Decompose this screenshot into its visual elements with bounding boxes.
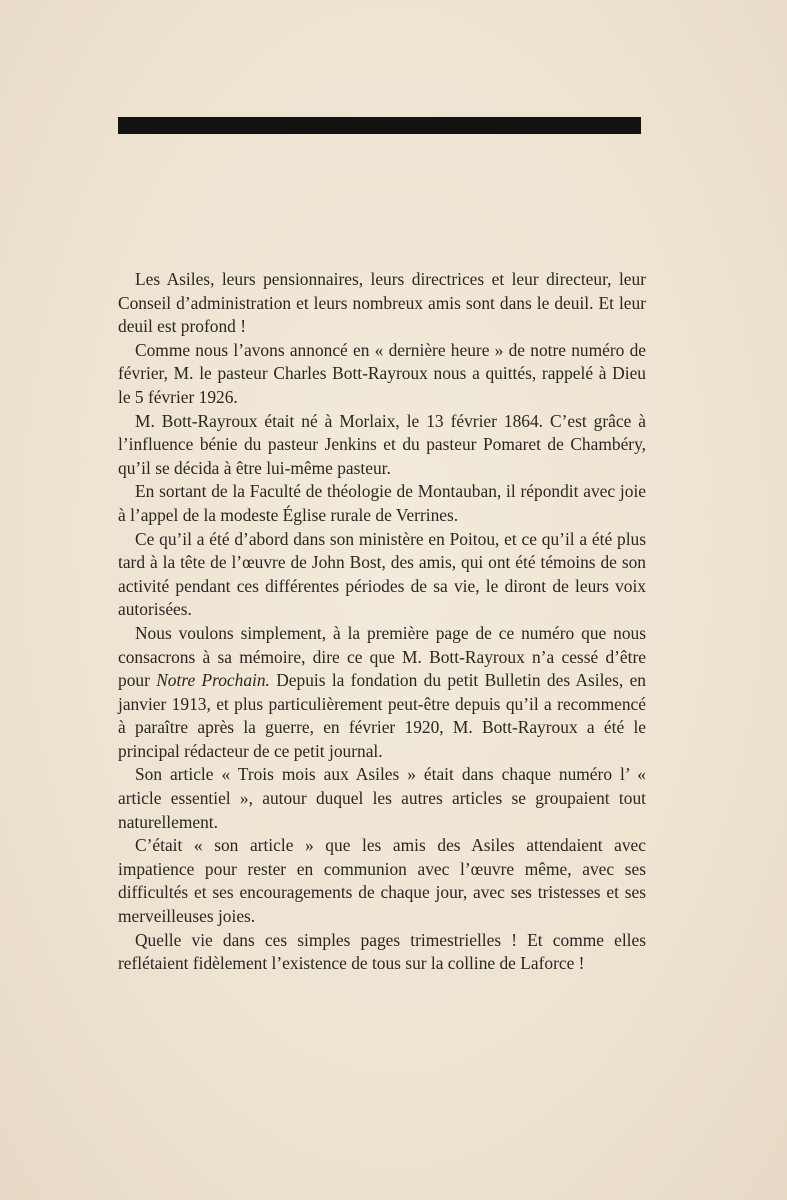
- paragraph-text: Depuis la fondation du petit Bulletin des Asiles, en janvier 1913, et plus particulièrement peut-être depuis qu’il a recommencé à paraître après la guerre, en février 1920, M. Bott-Rayroux a été le principal rédacteur de ce petit journal.: [118, 670, 646, 761]
- paragraph: C’était « son article » que les amis des Asiles attendaient avec impatience pour rester en communion avec l’œuvre même, avec ses difficultés et ses encouragements de chaque jour, avec ses tristesses et ses merveilleuses joies.: [118, 835, 646, 927]
- journal-title: Notre Prochain.: [156, 670, 270, 691]
- paragraph-with-title: [118, 622, 646, 764]
- paragraph: Ce qu’il a été d’abord dans son ministère en Poitou, et ce qu’il a été plus tard à la tête de l’œuvre de John Bost, des amis, qui ont été témoins de son activité pendant ces différentes périodes de sa vie, le diront de leurs voix autorisées.: [118, 528, 646, 620]
- paragraph-text: Nous voulons simplement, à la première page de ce numéro que nous consacrons à sa mémoire, dire ce que M. Bott-Rayroux n’a cessé d’être pour: [118, 622, 646, 691]
- paragraph: Son article « Trois mois aux Asiles » était dans chaque numéro l’ « article essentiel », autour duquel les autres articles se groupaient tout naturellement.: [118, 764, 646, 832]
- article-body: [118, 268, 646, 976]
- paragraph: Les Asiles, leurs pensionnaires, leurs directrices et leur directeur, leur Conseil d’administration et leurs nombreux amis sont dans le deuil. Et leur deuil est profond !: [118, 269, 646, 337]
- header-rule: [118, 117, 641, 134]
- paragraph: En sortant de la Faculté de théologie de Montauban, il répondit avec joie à l’appel de la modeste Église rurale de Verrines.: [118, 481, 646, 525]
- paragraph: Comme nous l’avons annoncé en « dernière heure » de notre numéro de février, M. le pasteur Charles Bott-Rayroux nous a quittés, rappelé à Dieu le 5 février 1926.: [118, 339, 646, 407]
- paragraph: Quelle vie dans ces simples pages trimestrielles ! Et comme elles reflétaient fidèlement l’existence de tous sur la colline de Laforce !: [118, 929, 646, 974]
- paragraph: M. Bott-Rayroux était né à Morlaix, le 13 février 1864. C’est grâce à l’influence bénie du pasteur Jenkins et du pasteur Pomaret de Chambéry, qu’il se décida à être lui-même pasteur.: [118, 410, 646, 478]
